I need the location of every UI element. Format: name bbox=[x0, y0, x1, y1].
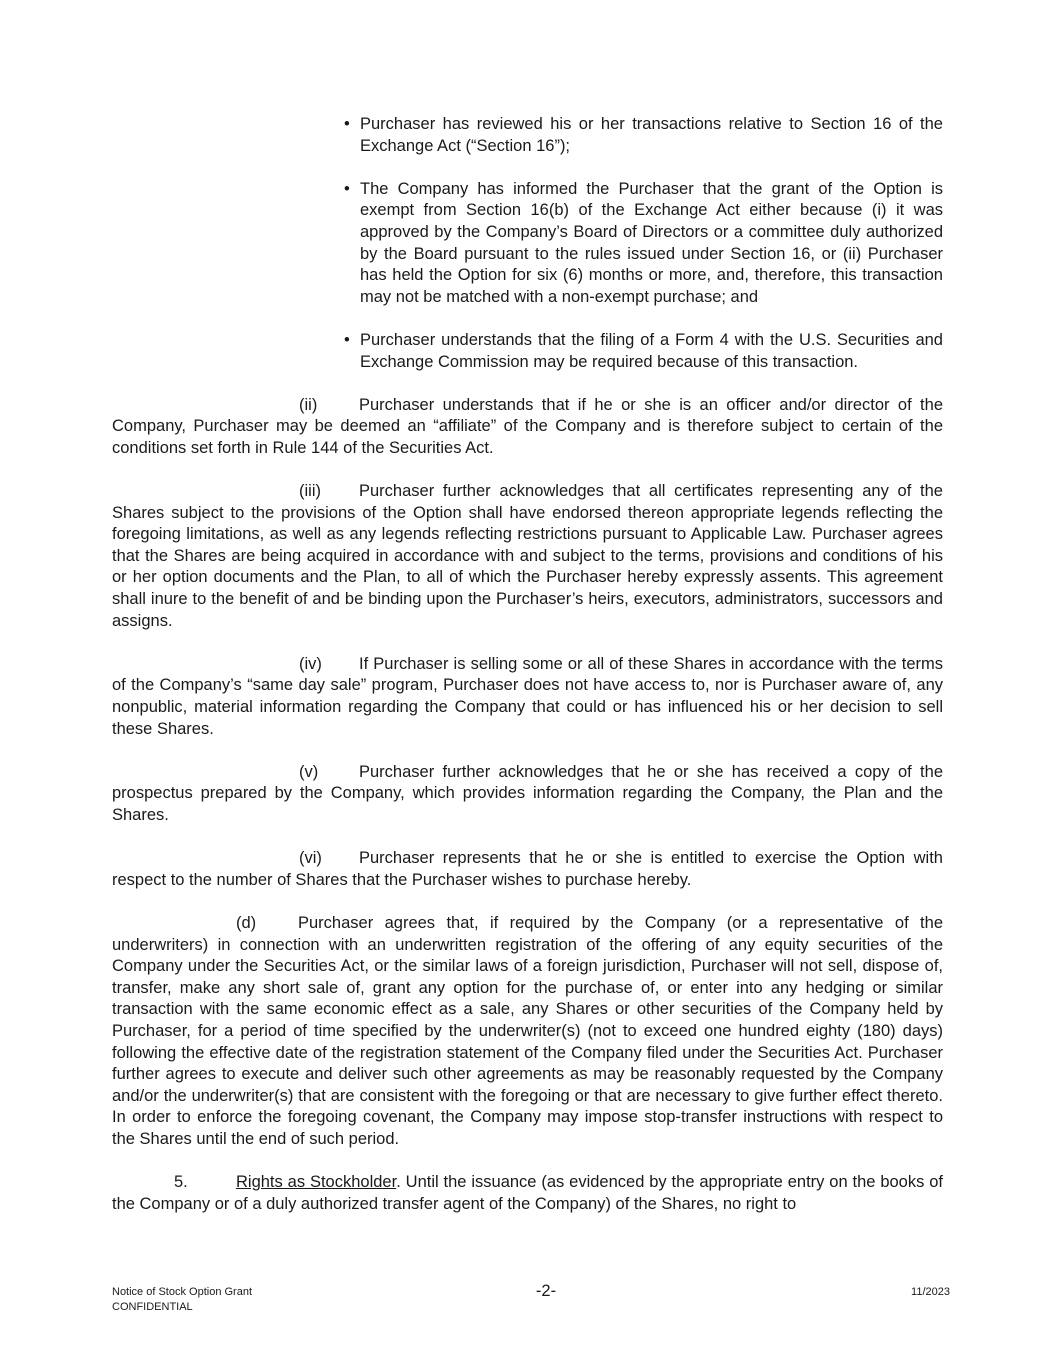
footer-date: 11/2023 bbox=[911, 1286, 950, 1298]
paragraph-number: (ii) bbox=[299, 395, 318, 414]
paragraph-number: (iv) bbox=[299, 654, 322, 673]
section-5-rights-as-stockholder bbox=[112, 1172, 943, 1215]
paragraph-number: (v) bbox=[299, 762, 319, 781]
bullet-item-text: Purchaser has reviewed his or her transactions relative to Section 16 of the Exchange Act (“Section 16”); bbox=[360, 115, 943, 155]
paragraph-text: Purchaser represents that he or she is entitled to exercise the Option with respect to the number of Shares that the Purchaser wishes to purchase hereby. bbox=[112, 849, 943, 889]
bullet-item-1 bbox=[344, 114, 943, 157]
footer-confidential-label: CONFIDENTIAL bbox=[112, 1301, 193, 1313]
paragraph-ii bbox=[112, 395, 943, 460]
section-heading: Rights as Stockholder bbox=[236, 1173, 397, 1192]
paragraph-text: Purchaser understands that if he or she is an officer and/or director of the Company, Purchaser may be deemed an “affiliate” of the Company and is therefore subject to certain of the conditions set forth in Rule 144 of the Securities Act. bbox=[112, 395, 943, 457]
bullet-item-text: Purchaser understands that the filing of a Form 4 with the U.S. Securities and Exchange Commission may be required because of this transaction. bbox=[360, 330, 943, 371]
paragraph-text: Purchaser agrees that, if required by the Company (or a representative of the underwriters) in connection with an underwritten registration of the offering of any equity securities of the Company under the Securities Act, or the similar laws of a foreign jurisdiction, Purchaser will not sell, dispose of, transfer, make any short sale of, grant any option for the purchase of, or enter into any hedging or similar transaction with the same economic effect as a sale, any Shares or other securities of the Company held by Purchaser, for a period of time specified by the underwriter(s) (not to exceed one hundred eighty (180) days) following the effective date of the registration statement of the Company filed under the Securities Act. Purchaser further agrees to execute and deliver such other agreements as may be reasonably requested by the Company and/or the underwriter(s) that are consistent with the foregoing or that are necessary to give further effect thereto. In order to enforce the foregoing covenant, the Company may impose stop-transfer instructions with respect to the Shares until the end of such period. bbox=[112, 913, 943, 1148]
footer-document-title: Notice of Stock Option Grant bbox=[112, 1286, 253, 1298]
paragraph-text: If Purchaser is selling some or all of these Shares in accordance with the terms of the Company’s “same day sale” program, Purchaser does not have access to, nor is Purchaser aware of, any nonpublic, material information regarding the Company that could or has influenced his or her decision to sell these Shares. bbox=[112, 654, 943, 738]
paragraph-v bbox=[112, 762, 943, 827]
paragraph-d bbox=[112, 913, 943, 1151]
section-number: 5. bbox=[174, 1173, 188, 1192]
paragraph-number: (iii) bbox=[299, 482, 321, 501]
document-body bbox=[112, 114, 943, 1215]
section16-bullet-list bbox=[112, 114, 943, 373]
paragraph-number: (d) bbox=[236, 913, 257, 932]
paragraph-iii bbox=[112, 481, 943, 632]
bullet-item-3 bbox=[344, 330, 943, 373]
bullet-icon: • bbox=[344, 330, 350, 349]
paragraph-vi bbox=[112, 848, 943, 891]
paragraph-number: (vi) bbox=[299, 849, 322, 868]
paragraph-text: Purchaser further acknowledges that all certificates representing any of the Shares subject to the provisions of the Option shall have endorsed thereon appropriate legends reflecting the foregoing limitations, as well as any legends reflecting restrictions pursuant to Applicable Law. Purchaser agrees that the Shares are being acquired in accordance with and subject to the terms, provisions and conditions of his or her option documents and the Plan, to all of which the Purchaser hereby expressly assents. This agreement shall inure to the benefit of and be binding upon the Purchaser’s heirs, executors, administrators, successors and assigns. bbox=[112, 482, 943, 630]
bullet-item-2 bbox=[344, 179, 943, 309]
bullet-icon: • bbox=[344, 115, 350, 133]
paragraph-text: Purchaser further acknowledges that he or she has received a copy of the prospectus prepared by the Company, which provides information regarding the Company, the Plan and the Shares. bbox=[112, 762, 943, 824]
bullet-icon: • bbox=[344, 179, 350, 198]
page-number: -2- bbox=[535, 1282, 557, 1300]
paragraph-iv bbox=[112, 654, 943, 740]
paragraph-text: . Until the issuance (as evidenced by the appropriate entry on the books of the Company or of a duly authorized transfer agent of the Company) of the Shares, no right to bbox=[112, 1173, 943, 1213]
bullet-item-text: The Company has informed the Purchaser that the grant of the Option is exempt from Section 16(b) of the Exchange Act either because (i) it was approved by the Company’s Board of Directors or a committee duly authorized by the Board pursuant to the rules issued under Section 16, or (ii) Purchaser has held the Option for six (6) months or more, and, therefore, this transaction may not be matched with a non-exempt purchase; and bbox=[360, 179, 943, 306]
